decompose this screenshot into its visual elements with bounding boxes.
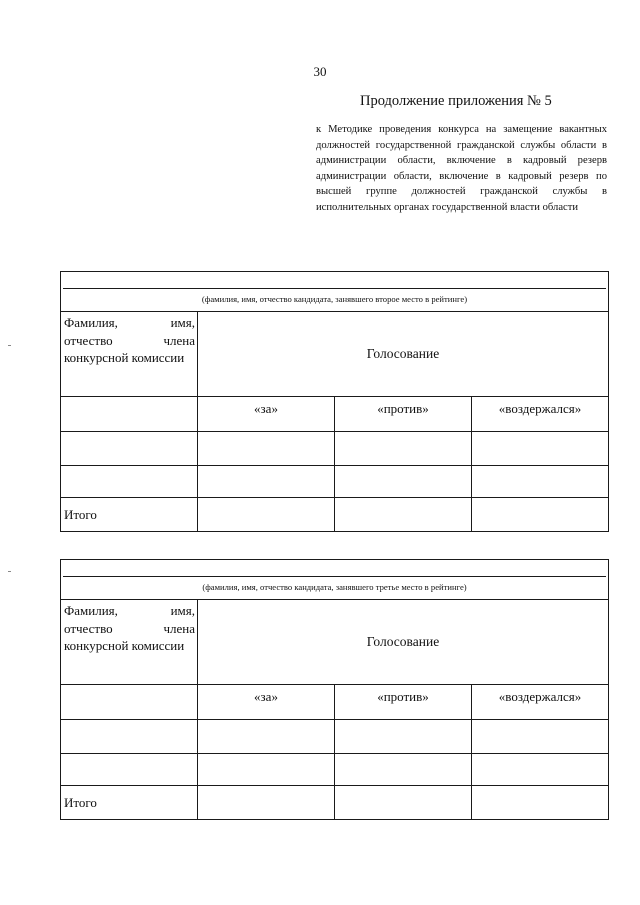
table-cell[interactable]	[335, 754, 472, 786]
table-cell[interactable]	[198, 720, 335, 754]
total-label: Итого	[61, 498, 198, 532]
table-cell[interactable]	[472, 786, 609, 820]
table-cell[interactable]	[472, 754, 609, 786]
table-cell[interactable]	[472, 432, 609, 466]
table-cell[interactable]	[198, 498, 335, 532]
table-cell[interactable]	[335, 466, 472, 498]
vote-abstain-header: «воздержался»	[472, 397, 609, 432]
table-cell[interactable]	[472, 720, 609, 754]
table-cell[interactable]	[198, 754, 335, 786]
table-cell[interactable]	[335, 498, 472, 532]
table-cell[interactable]	[61, 397, 198, 432]
candidate-caption: (фамилия, имя, отчество кандидата, занявшего третье место в рейтинге)	[202, 582, 467, 592]
table-cell[interactable]	[61, 432, 198, 466]
table-row	[61, 754, 609, 786]
total-label: Итого	[61, 786, 198, 820]
candidate-name-cell[interactable]	[61, 272, 609, 312]
table-cell[interactable]	[335, 786, 472, 820]
vote-for-header: «за»	[198, 397, 335, 432]
table-cell[interactable]	[61, 720, 198, 754]
table-cell[interactable]	[198, 786, 335, 820]
table-cell[interactable]	[198, 466, 335, 498]
candidate-caption: (фамилия, имя, отчество кандидата, занявшего второе место в рейтинге)	[201, 294, 468, 304]
page-number: 30	[313, 64, 327, 79]
vote-against-header: «против»	[335, 685, 472, 720]
vote-against-header: «против»	[335, 397, 472, 432]
table-row	[61, 720, 609, 754]
vote-abstain-header: «воздержался»	[472, 685, 609, 720]
margin-mark	[8, 571, 11, 572]
candidate-name-cell[interactable]	[61, 560, 609, 600]
margin-mark	[8, 345, 11, 346]
candidate-name-line	[63, 576, 606, 577]
table-cell[interactable]	[198, 432, 335, 466]
table-cell[interactable]	[335, 720, 472, 754]
table-row	[61, 466, 609, 498]
voting-header: Голосование	[198, 600, 609, 685]
total-row	[61, 498, 609, 532]
total-row	[61, 786, 609, 820]
table-cell[interactable]	[61, 466, 198, 498]
voting-table-third-place	[60, 559, 609, 820]
table-cell[interactable]	[472, 466, 609, 498]
table-cell[interactable]	[61, 685, 198, 720]
table-row	[61, 432, 609, 466]
voting-header: Голосование	[198, 312, 609, 397]
vote-for-header: «за»	[198, 685, 335, 720]
appendix-reference-text: к Методике проведения конкурса на замещение вакантных должностей государственной гражданской службы области в администрации области, включение в кадровый резерв администрации области, включение в кадровый резерв по высшей группе должностей гражданской службы в исполнительных органах государственной власти области	[316, 124, 607, 213]
member-name-header: Фамилия, имя, отчество члена конкурсной комиссии	[61, 312, 198, 397]
appendix-heading: Продолжение приложения № 5	[360, 93, 552, 109]
table-cell[interactable]	[335, 432, 472, 466]
table-cell[interactable]	[61, 754, 198, 786]
candidate-name-line	[63, 288, 606, 289]
voting-table-second-place	[60, 271, 609, 532]
table-cell[interactable]	[472, 498, 609, 532]
member-name-header: Фамилия, имя, отчество члена конкурсной комиссии	[61, 600, 198, 685]
